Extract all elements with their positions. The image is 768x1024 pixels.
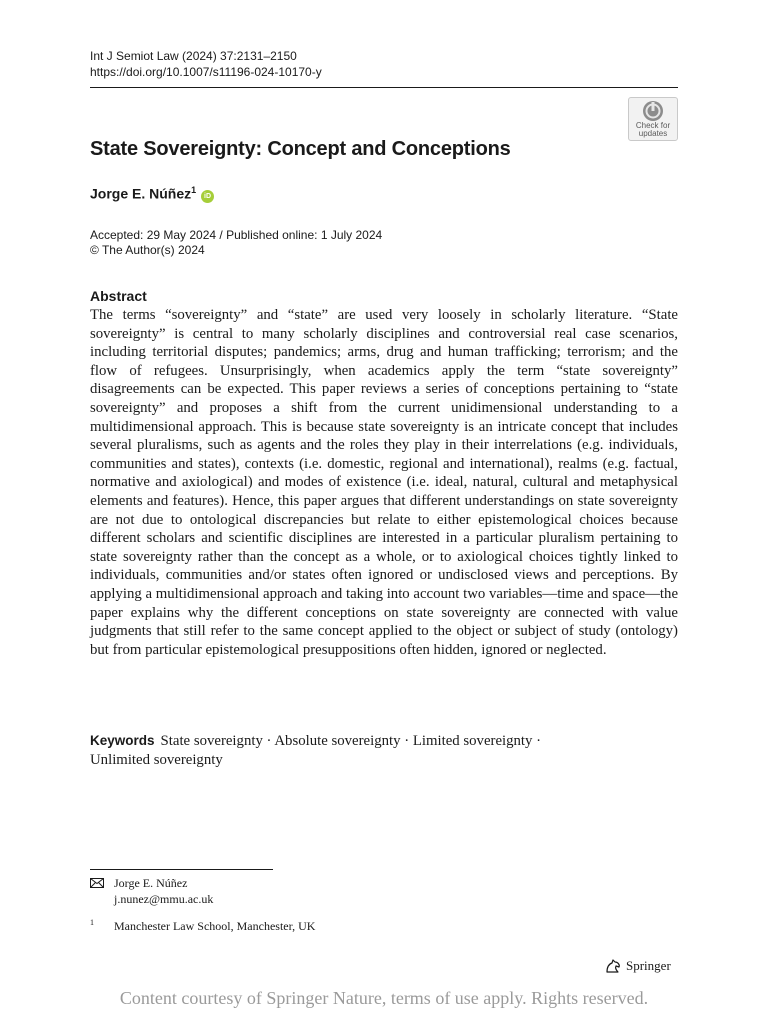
footnote-divider (90, 869, 273, 870)
author-affiliation-ref: 1 (191, 185, 197, 195)
abstract-heading: Abstract (90, 288, 147, 304)
author-line (90, 185, 214, 203)
affiliation-text: Manchester Law School, Manchester, UK (114, 919, 316, 933)
orcid-icon[interactable]: iD (201, 190, 214, 203)
publication-dates (90, 228, 382, 258)
contact-email[interactable]: j.nunez@mmu.ac.uk (114, 892, 214, 906)
copyright-notice: © The Author(s) 2024 (90, 243, 205, 257)
keywords (90, 732, 650, 769)
check-updates-line2: updates (638, 129, 668, 138)
abstract-text: The terms “sovereignty” and “state” are used very loosely in scholarly literature. “State sovereignty” is central to many scholarly disciplines and controversial real case scenarios, including territorial disputes; pandemics; arms, drug and human trafficking; terrorism; and the flow of refugees. Unsurprisingly, when academics apply the term “state sovereignty” disagreements can be expected. This paper reviews a series of conceptions pertaining to “state sovereignty” and proposes a shift from the current unidimensional understanding to a multidimensional approach. This is because state sovereignty is an intricate concept that includes several pluralisms, such as agents and the roles they play in their interrelations (e.g. individuals, communities and states), contexts (i.e. domestic, regional and international), realms (e.g. factual, normative and axiological) and modes of existence (i.e. ideal, natural, cultural and metaphysical elements and features). Hence, this paper argues that different understandings on state sovereignty are not due to ontological discrepancies but relate to either epistemological choices because different scholars and scientific disciplines are interested in a particular pluralism pertaining to state sovereignty rather than the concept as a whole, or to axiological choices tightly linked to individuals, communities and/or states often ignored or undisclosed views and perceptions. By applying a multidimensional approach and taking into account two variables—time and space—the paper explains why the different conceptions on state sovereignty are connected with value judgments that still refer to the same concept applied to the object or subject of study (ontology) but from particular epistemological presuppositions often hidden, ignored or neglected. (90, 307, 679, 658)
courtesy-watermark: Content courtesy of Springer Nature, terms of use apply. Rights reserved. (119, 988, 649, 1008)
keywords-line2: Unlimited sovereignty (90, 751, 223, 768)
check-for-updates-badge[interactable] (628, 97, 678, 141)
affiliation-number: 1 (90, 918, 94, 927)
author-name[interactable]: Jorge E. Núñez (90, 185, 192, 202)
check-updates-icon (642, 100, 664, 122)
keywords-line1: State sovereignty · Absolute sovereignty · Limited sovereignty · (160, 733, 542, 749)
springer-horse-icon (604, 958, 622, 974)
accepted-published-dates: Accepted: 29 May 2024 / Published online: 1 July 2024 (90, 228, 383, 242)
publisher-name: Springer (626, 958, 671, 973)
doi-link[interactable]: https://doi.org/10.1007/s11196-024-10170-y (90, 65, 322, 79)
contact-name: Jorge E. Núñez (114, 876, 188, 890)
journal-header (90, 48, 322, 80)
envelope-icon (90, 878, 104, 888)
journal-citation: Int J Semiot Law (2024) 37:2131–2150 (90, 49, 297, 63)
check-updates-line1: Check for (635, 121, 671, 130)
header-divider (90, 87, 678, 88)
article-title: State Sovereignty: Concept and Conceptions (90, 138, 511, 160)
keywords-label: Keywords (90, 733, 155, 748)
publisher-logo (604, 958, 671, 974)
